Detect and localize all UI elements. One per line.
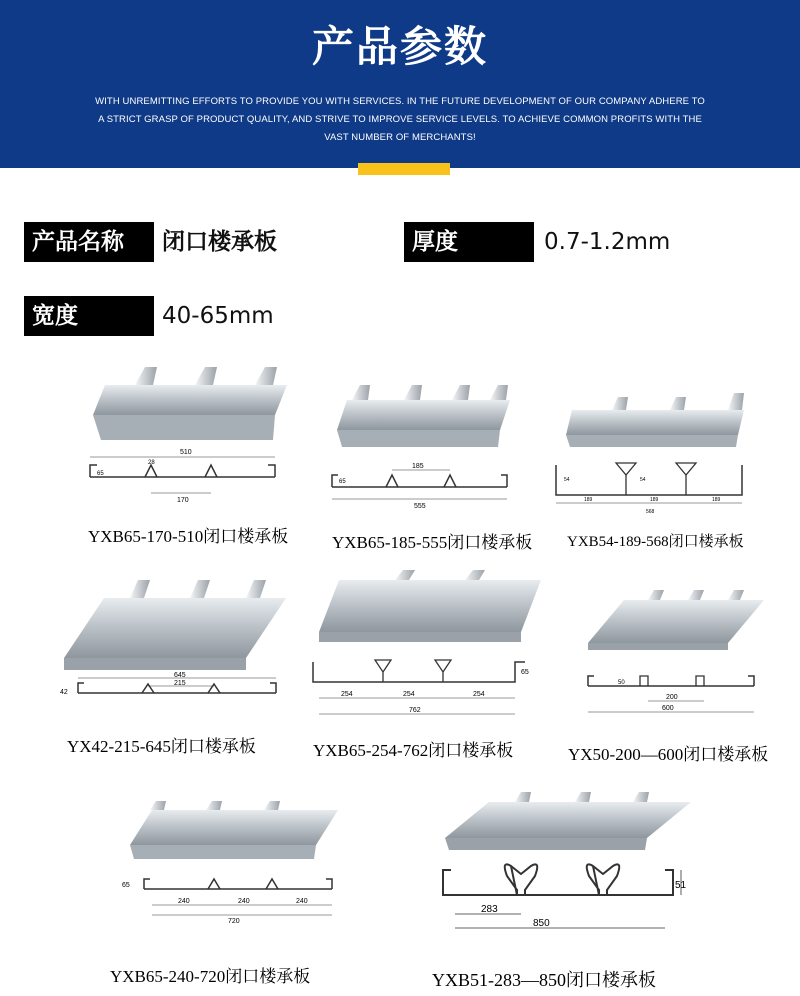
dim-label: 200 [666,694,678,701]
product-caption: YXB51-283—850闭口楼承板 [432,970,656,990]
dim-label: 568 [646,509,655,515]
dim-label: 254 [473,691,485,698]
product-caption: YX42-215-645闭口楼承板 [67,737,256,756]
dim-label: 51 [675,880,687,891]
product-card [552,385,752,520]
product-caption: YXB65-240-720闭口楼承板 [110,967,311,986]
dim-label: 240 [296,898,308,905]
dim-label: 189 [650,497,659,503]
dim-label: 850 [533,918,550,929]
dim-label: 54 [640,477,646,483]
dim-label: 720 [228,918,240,925]
dim-label: 645 [174,672,186,679]
product-caption: YXB65-185-555闭口楼承板 [332,533,533,552]
steel-deck-image [578,588,768,718]
dim-label: 254 [403,691,415,698]
header-banner [0,0,800,168]
dim-label: 762 [409,707,421,714]
banner-subtitle: WITH UNREMITTING EFFORTS TO PROVIDE YOU WITH SERVICES. IN THE FUTURE DEVELOPMENT OF OUR COMPANY ADHERE TO A STRICT GRASP OF PRODUCT QUALITY, AND STRIVE TO IMPROVE SERVICE LEVELS. TO ACHIEVE COMMON PROFITS WITH THE VAST NUMBER OF MERCHANTS! [95,96,705,143]
steel-deck-image [120,795,345,925]
product-card [75,365,290,504]
width-value: 40-65mm [162,303,274,329]
product-card [425,790,695,938]
dim-label: 54 [564,477,570,483]
steel-deck-image [75,365,290,504]
dim-label: 65 [521,669,529,676]
dim-label: 170 [177,497,189,504]
dim-label: 42 [60,689,68,696]
dim-label: 555 [414,503,426,510]
product-caption: YXB65-170-510闭口楼承板 [88,527,289,546]
product-caption: YXB54-189-568闭口楼承板 [567,534,744,550]
steel-deck-image [305,570,545,720]
width-label: 宽度 [24,296,154,336]
dim-label: 28 [148,460,155,466]
page-title: 产品参数 [311,22,488,71]
product-card [578,588,768,718]
thickness-label: 厚度 [404,222,534,262]
dim-label: 240 [178,898,190,905]
dim-label: 283 [481,904,498,915]
dim-label: 510 [180,449,192,456]
dim-label: 600 [662,705,674,712]
steel-deck-image [552,385,752,520]
dim-label: 185 [412,463,424,470]
dim-label: 50 [618,680,625,686]
dim-label: 189 [584,497,593,503]
product-card [120,795,345,925]
product-card [322,375,517,510]
product-caption: YX50-200—600闭口楼承板 [568,745,769,764]
dim-label: 65 [122,882,130,889]
product-name-value: 闭口楼承板 [162,229,277,255]
product-caption: YXB65-254-762闭口楼承板 [313,741,514,760]
dim-label: 65 [339,479,346,485]
steel-deck-image [50,578,290,713]
dim-label: 240 [238,898,250,905]
accent-bar [358,163,450,175]
dim-label: 254 [341,691,353,698]
steel-deck-image [322,375,517,510]
dim-label: 189 [712,497,721,503]
thickness-value: 0.7-1.2mm [544,229,671,255]
product-card [305,570,545,720]
product-card [50,578,290,713]
dim-label: 65 [97,471,104,477]
dim-label: 215 [174,680,186,687]
product-name-label: 产品名称 [24,222,154,262]
steel-deck-image [425,790,695,938]
